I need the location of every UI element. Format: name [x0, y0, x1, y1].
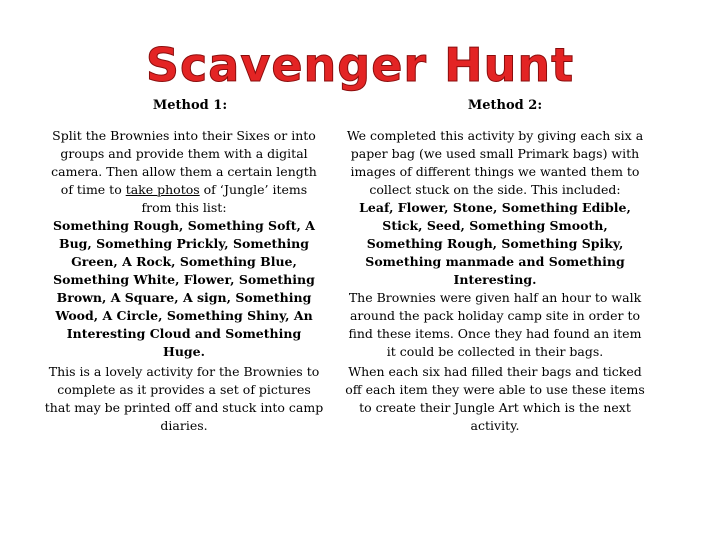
method-1-intro-after: of ‘Jungle’ items from this list: — [141, 182, 308, 215]
method-2-note: When each six had filled their bags and ticked off each item they were able to use these items to create their Jungle Art which is the next activity. — [345, 364, 645, 433]
method-2-intro: We completed this activity by giving each six a paper bag (we used small Primark bags) with images of different things we wanted them to collect stuck on the side. This included: — [346, 128, 644, 197]
method-1-text — [48, 127, 320, 361]
page-title: Scavenger Hunt — [145, 38, 575, 92]
method-1-note: This is a lovely activity for the Brownies to complete as it provides a set of pictures that may be printed off and stuck into camp diaries. — [44, 364, 324, 433]
method-1-intro — [48, 127, 320, 217]
method-1-list: Something Rough, Something Soft, A Bug, Something Prickly, Something Green, A Rock, Something Blue, Something White, Flower, Something Brown, A Square, A sign, Something Wood, A Circle, Something Shiny, An Interesting Cloud and Something Huge. — [53, 218, 315, 359]
method-2-detail: The Brownies were given half an hour to walk around the pack holiday camp site in order to find these items. Once they had found an item it could be collected in their bags. — [348, 290, 642, 359]
method-2-list: Leaf, Flower, Stone, Something Edible, Stick, Seed, Something Smooth, Something Rough, Something Spiky, Something manmade and Something Interesting. — [359, 200, 631, 287]
take-photos-text: take photos — [125, 182, 200, 197]
method-2-text — [345, 127, 645, 361]
method-1-intro-before: Split the Brownies into their Sixes or into groups and provide them with a digital camera. Then allow them a certain length of time to — [51, 128, 317, 197]
method-1-heading: Method 1: — [152, 98, 228, 113]
method-2-heading: Method 2: — [467, 98, 543, 113]
